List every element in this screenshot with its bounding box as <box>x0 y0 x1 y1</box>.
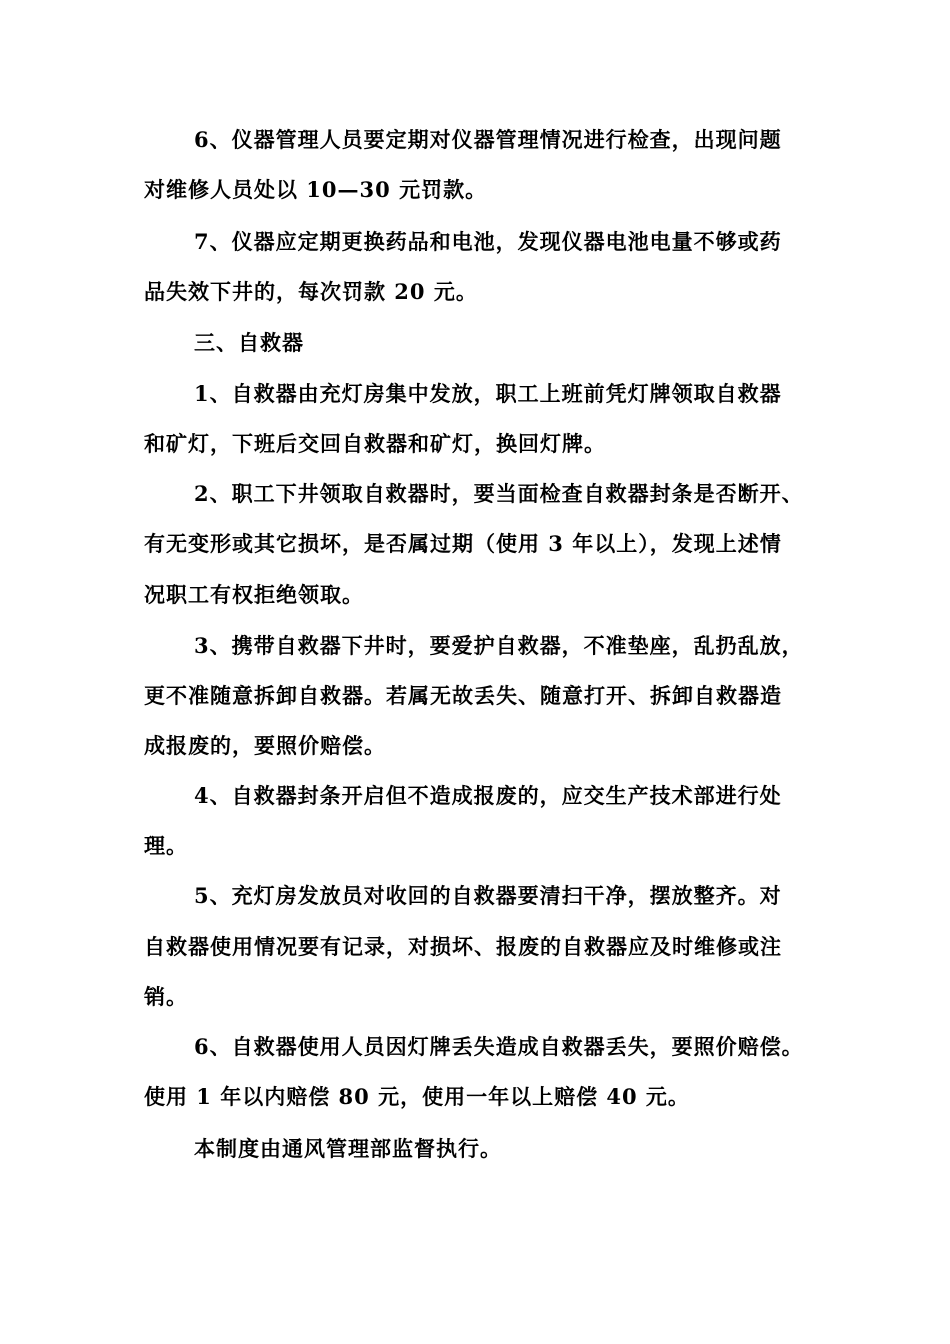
paragraph-line: 和矿灯，下班后交回自救器和矿灯，换回灯牌。 <box>144 431 606 456</box>
paragraph-line: 对维修人员处以 10—30 元罚款。 <box>144 177 488 202</box>
paragraph-line: 销。 <box>144 984 188 1009</box>
section-heading: 三、自救器 <box>194 330 304 355</box>
paragraph-line: 7、仪器应定期更换药品和电池，发现仪器电池电量不够或药 <box>194 229 782 254</box>
paragraph-line: 6、仪器管理人员要定期对仪器管理情况进行检查，出现问题 <box>194 127 782 152</box>
paragraph-line: 1、自救器由充灯房集中发放，职工上班前凭灯牌领取自救器 <box>194 381 782 406</box>
paragraph-line: 品失效下井的，每次罚款 20 元。 <box>144 279 478 304</box>
paragraph-line: 有无变形或其它损坏，是否属过期（使用 3 年以上），发现上述情 <box>144 531 782 556</box>
paragraph-line: 自救器使用情况要有记录，对损坏、报废的自救器应及时维修或注 <box>144 934 782 959</box>
paragraph-line: 4、自救器封条开启但不造成报废的，应交生产技术部进行处 <box>194 783 782 808</box>
paragraph-line: 6、自救器使用人员因灯牌丢失造成自救器丢失，要照价赔偿。 <box>194 1034 804 1059</box>
paragraph-line: 成报废的，要照价赔偿。 <box>144 733 386 758</box>
paragraph-line: 3、携带自救器下井时，要爱护自救器，不准垫座，乱扔乱放， <box>194 633 804 658</box>
closing-statement: 本制度由通风管理部监督执行。 <box>194 1136 502 1161</box>
paragraph-line: 况职工有权拒绝领取。 <box>144 582 364 607</box>
paragraph-line: 理。 <box>144 833 188 858</box>
paragraph-line: 使用 1 年以内赔偿 80 元，使用一年以上赔偿 40 元。 <box>144 1084 690 1109</box>
paragraph-line: 更不准随意拆卸自救器。若属无故丢失、随意打开、拆卸自救器造 <box>144 683 782 708</box>
paragraph-line: 5、充灯房发放员对收回的自救器要清扫干净，摆放整齐。对 <box>194 883 782 908</box>
paragraph-line: 2、职工下井领取自救器时，要当面检查自救器封条是否断开、 <box>194 481 804 506</box>
